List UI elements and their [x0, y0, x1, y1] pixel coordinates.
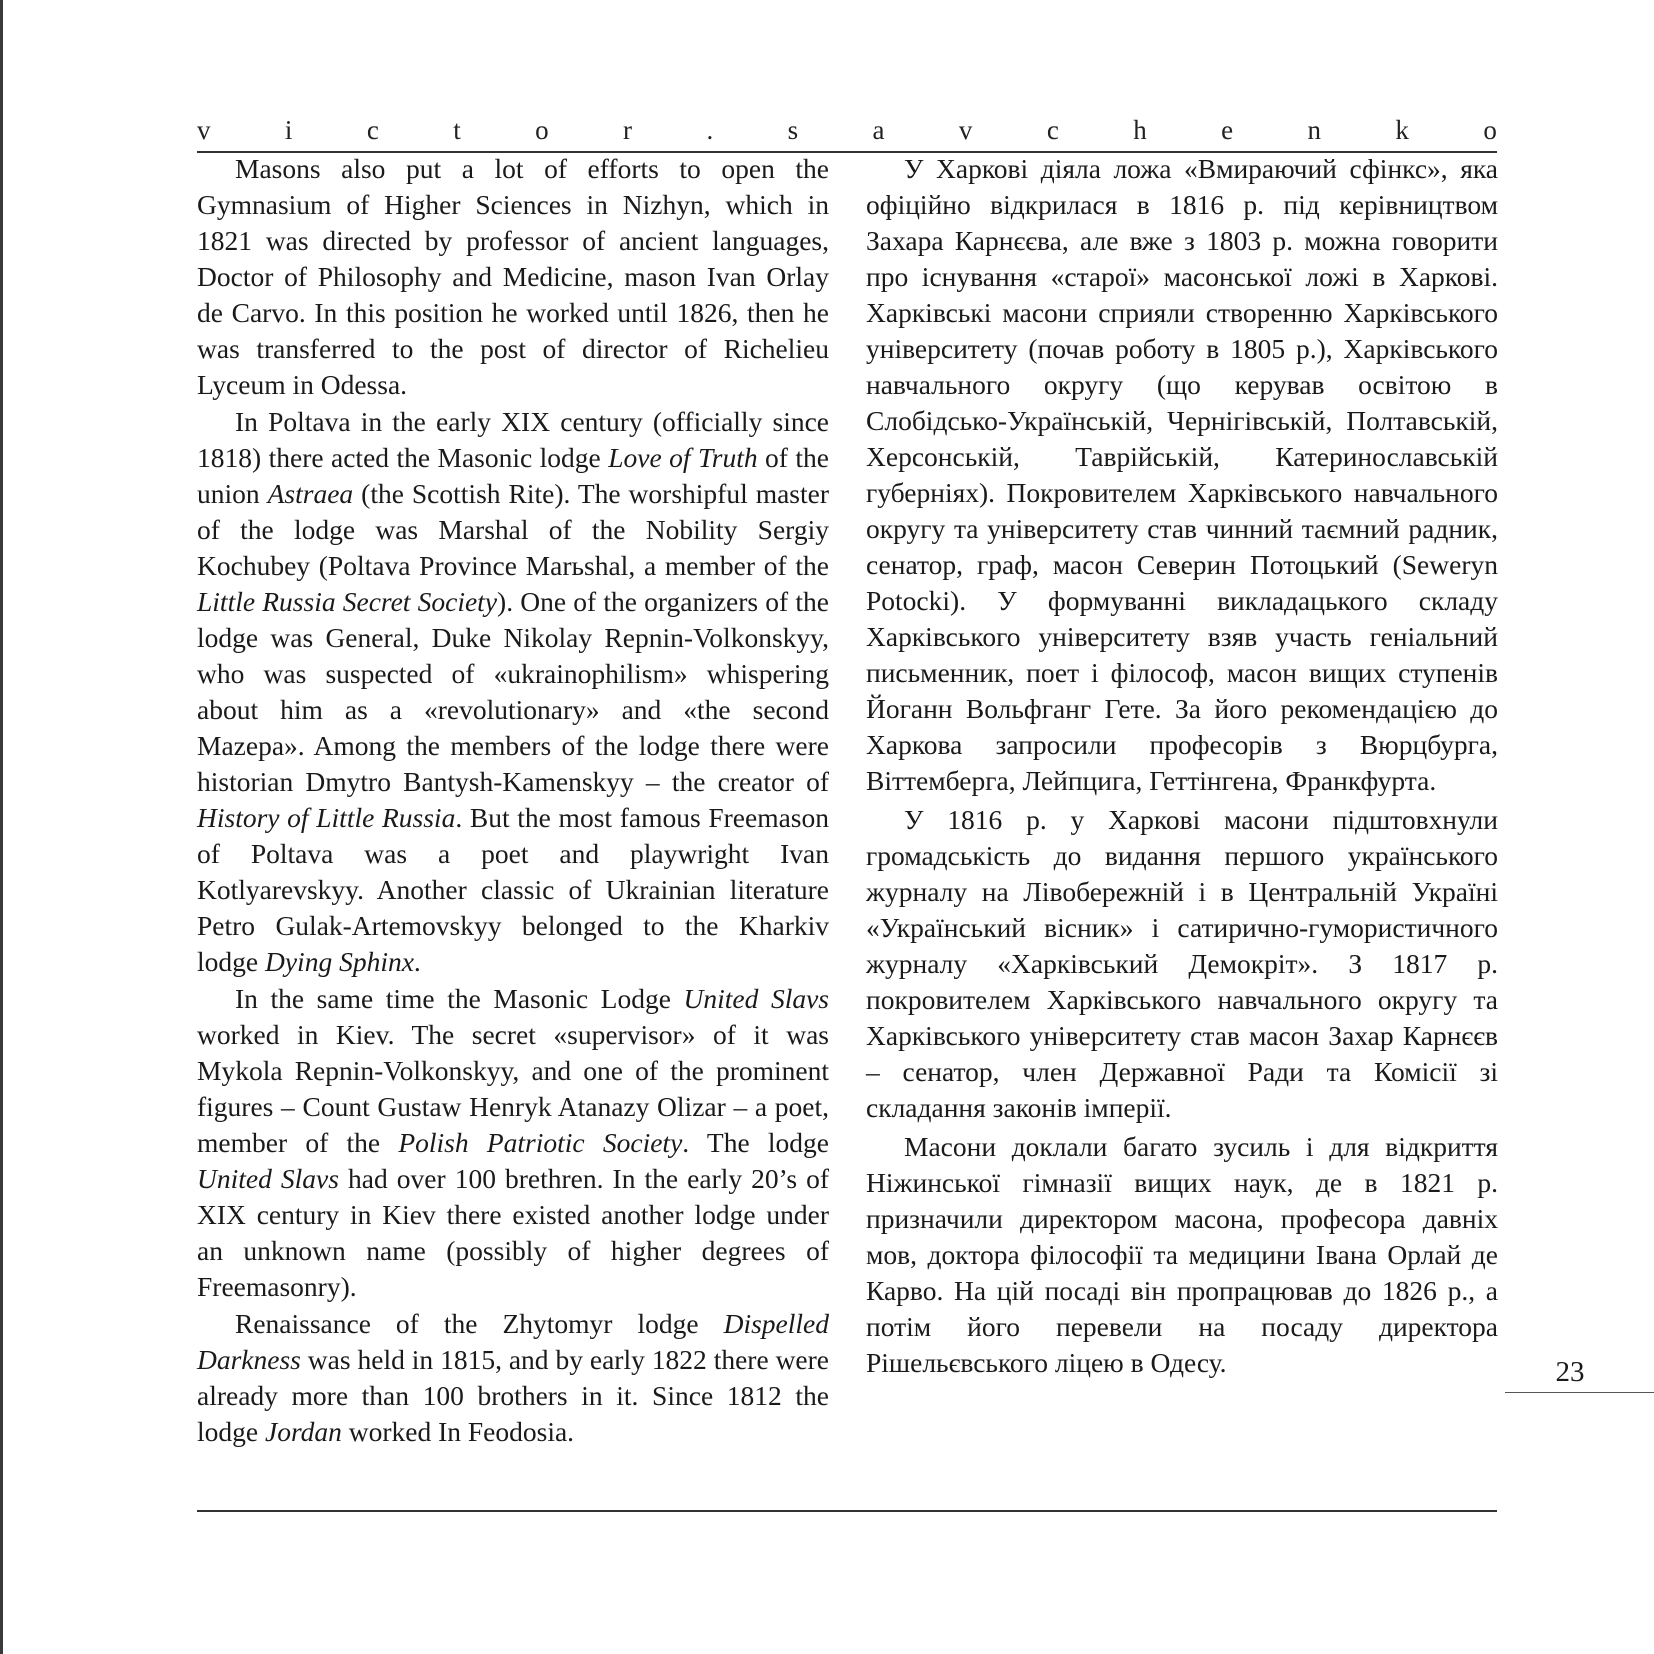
header-letter: i — [284, 114, 293, 145]
header-letter: c — [1046, 114, 1059, 145]
paragraph: У Харкові діяла ложа «Вмираючий сфінкс», яка офіційно відкрилася в 1816 р. під керівництвом Захара Карнєєва, але вже з 1803 р. можна говорити про існування «старої» масонської ложі в Харкові. Харківські масони сприяли створенню Харківського університету (почав роботу в 1805 р.), Харківського навчального округу (що керував освітою в Слобідсько-Українській, Чернігівській, Полтавській, Херсонській, Таврійській, Катеринославській губерніях). Покровителем Харківського навчального округу та університету став чинний таємний радник, сенатор, граф, масон Северин Потоцький (Seweryn Potocki). У формуванні викладацького складу Харківського університету взяв участь геніальний письменник, поет і філософ, масон вищих ступенів Йоганн Вольфганг Гете. За його рекомендацією до Харкова запросили професорів з Вюрцбурга, Віттемберга, Лейпцига, Геттінгена, Франкфурта. — [866, 153, 1498, 796]
italic-title: Polish Patriotic Society — [398, 1127, 683, 1158]
text-run: ). One of the organizers of the lodge was General, Duke Nikolay Repnin-Volkonskyy, who was suspected of «ukrainophilism» whispering about him as a «revolutionary» and «the second Mazepa». Among the members of the lodge there were historian Dmytro Bantysh-Kamenskyy – the creator of — [197, 586, 829, 797]
paragraph — [197, 404, 829, 980]
italic-title: United Slavs — [683, 983, 829, 1014]
text-run: of the union — [197, 442, 829, 509]
text-run: was held in 1815, and by early 1822 there were already more than 100 brothers in it. Since 1812 the lodge — [197, 1344, 829, 1447]
paragraph — [197, 1306, 829, 1450]
header-letter: c — [366, 114, 379, 145]
text-run: Renaissance of the Zhytomyr lodge — [235, 1308, 724, 1339]
paragraph: У 1816 р. у Харкові масони підштовхнули громадськість до видання першого українського журналу на Лівобережній і в Центральній Україні «Український вісник» і сатирично-гумористичного журналу «Харківський Демокріт». З 1817 р. покровителем Харківського навчального округу та Харківського університету став масон Захар Карнєєв – сенатор, член Державної Ради та Комісії зі складання законів імперії. — [866, 804, 1498, 1123]
header-letter: o — [535, 114, 549, 145]
header-letter: k — [1395, 114, 1409, 145]
paragraph: Masons also put a lot of efforts to open the Gymnasium of Higher Sciences in Nizhyn, which in 1821 was directed by professor of ancient languages, Doctor of Philosophy and Medicine, mason Ivan Orlay de Carvo. In this position he worked until 1826, then he was transferred to the post of director of Richelieu Lyceum in Odessa. — [197, 153, 829, 400]
text-run: had over 100 brethren. In the early 20’s of XIX century in Kiev there existed another lodge under an unknown name (possibly of higher degrees of Freemasonry). — [197, 1163, 829, 1302]
paragraph — [197, 981, 829, 1305]
text-run: In the same time the Masonic Lodge — [235, 983, 684, 1014]
italic-title: Astraea — [267, 478, 354, 509]
page-number-rule — [1505, 1392, 1654, 1393]
header-letter: r — [623, 114, 633, 145]
header-letter: s — [787, 114, 799, 145]
header-letter: e — [1221, 114, 1234, 145]
page-number: 23 — [1555, 1356, 1585, 1388]
text-run: . The lodge — [682, 1127, 829, 1158]
italic-title: Love of Truth — [608, 442, 758, 473]
header-letter: a — [872, 114, 885, 145]
header-letter: h — [1133, 114, 1147, 145]
header-letter: . — [706, 114, 714, 145]
italic-title: United Slavs — [197, 1163, 339, 1194]
italic-title: Dispelled Darkness — [197, 1308, 829, 1375]
footer-rule — [197, 1510, 1497, 1512]
running-header — [197, 112, 1497, 148]
header-letter: o — [1483, 114, 1497, 145]
header-letter: v — [197, 114, 211, 145]
header-letter: v — [958, 114, 973, 145]
text-run: worked in Kiev. The secret «supervisor» of it was Mykola Repnin-Volkonskyy, and one of the prominent figures – Count Gustaw Henryk Atanazy Olizar – a poet, member of the — [197, 1019, 829, 1158]
header-letter: n — [1307, 114, 1322, 145]
text-run: . But the most famous Freemason of Poltava was a poet and playwright Ivan Kotlyarevskyy. Another classic of Ukrainian literature Petro Gulak-Artemovskyy belonged to the Kharkiv lodge — [197, 802, 830, 977]
italic-title: History of Little Russia — [197, 802, 456, 833]
ukrainian-column — [866, 151, 1498, 1384]
italic-title: Little Russia Secret Society — [197, 586, 498, 617]
text-run: In Poltava in the early XIX century (officially since 1818) there acted the Masonic lodge — [197, 406, 829, 473]
header-letter: t — [453, 114, 461, 145]
italic-title: Jordan — [264, 1416, 342, 1447]
italic-title: Dying Sphinx — [264, 946, 414, 977]
text-run: worked In Feodosia. — [341, 1416, 575, 1447]
text-run: (the Scottish Rite). The worshipful master of the lodge was Marshal of the Nobility Sergiy Kochubey (Poltava Province Marьshal, a member of the — [197, 478, 829, 581]
text-run: . — [413, 946, 421, 977]
english-column — [197, 151, 829, 1451]
page-edge-line — [0, 0, 3, 1654]
paragraph: Масони доклали багато зусиль і для відкриття Ніжинської гімназії вищих наук, де в 1821 р. призначили директором масона, професора давніх мов, доктора філософії та медицини Івана Орлай де Карво. На цій посаді він пропрацював до 1826 р., а потім його перевели на посаду директора Рішельєвського ліцею в Одесу. — [866, 1131, 1498, 1378]
